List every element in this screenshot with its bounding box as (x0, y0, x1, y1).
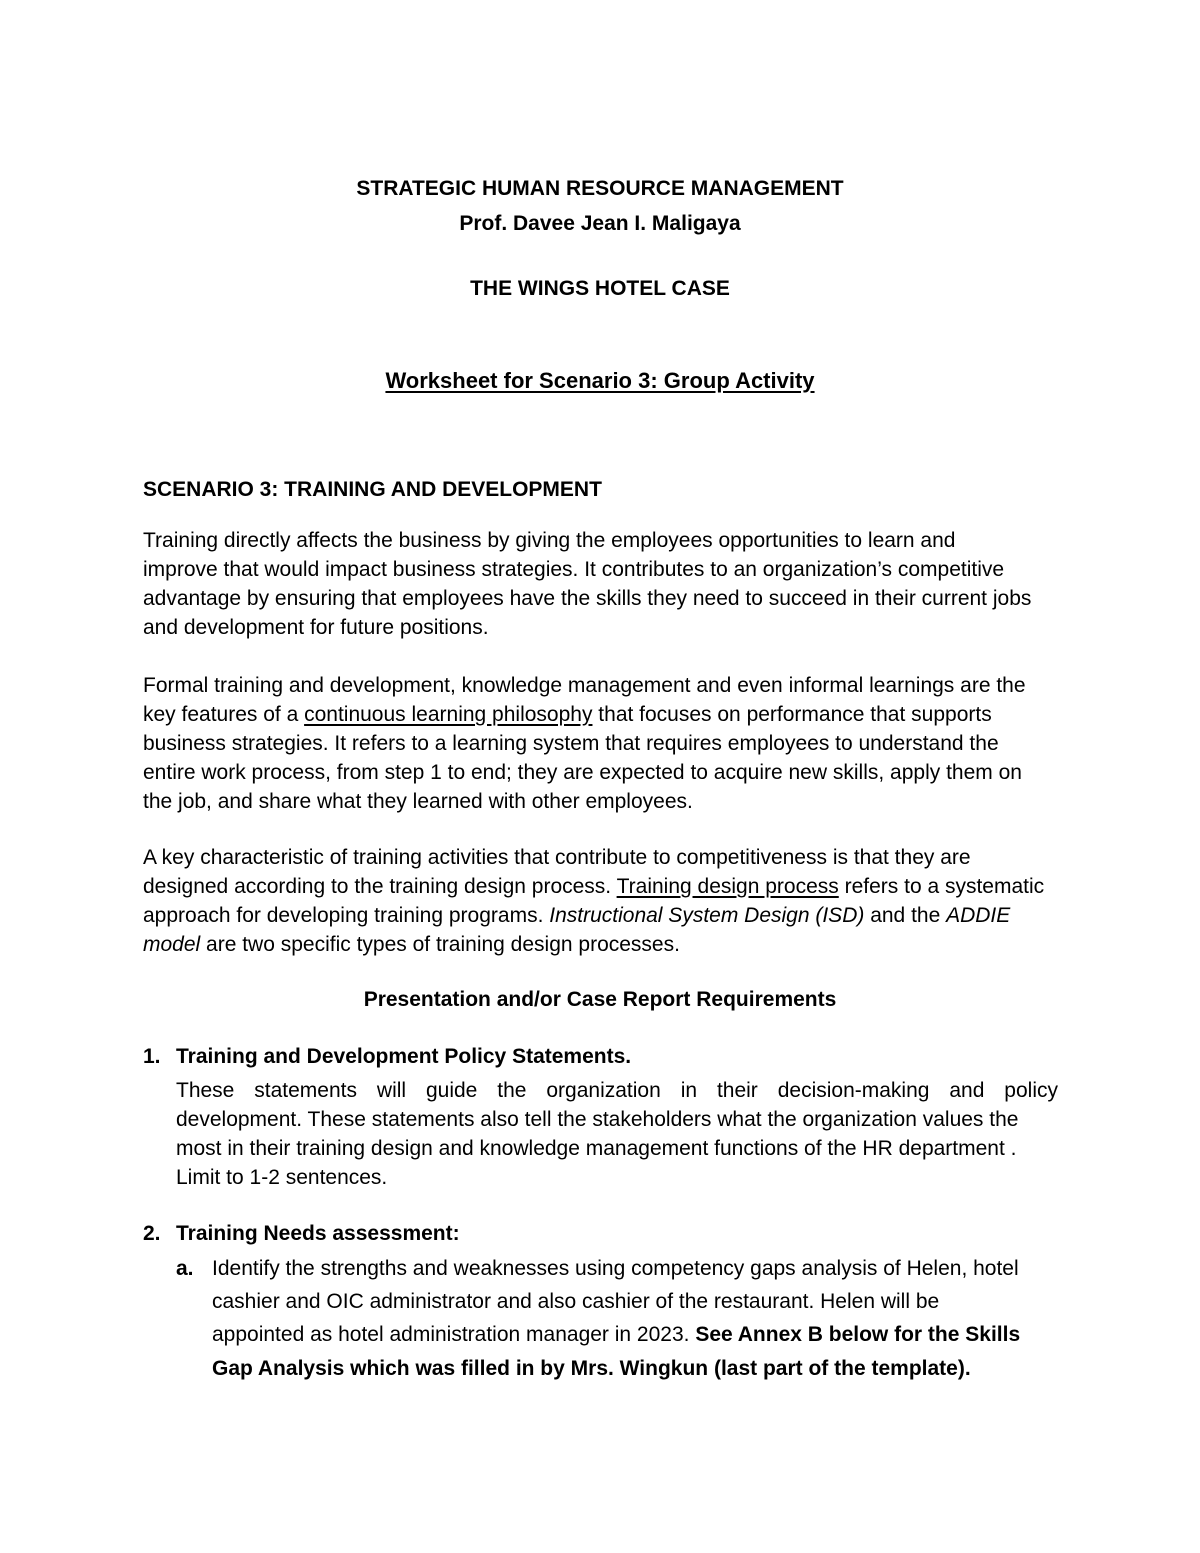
paragraph-3-line: A key characteristic of training activities that contribute to competitiveness is that they are (143, 846, 971, 869)
list-item-text: development. These statements also tell the stakeholders what the organization values the (176, 1108, 1019, 1131)
paragraph-2-line: the job, and share what they learned with other employees. (143, 790, 693, 813)
paragraph-2-line: Formal training and development, knowledge management and even informal learnings are the (143, 674, 1026, 697)
sub-item-text: appointed as hotel administration manager in 2023. See Annex B below for the Skills (212, 1323, 1021, 1346)
paragraph-2-line: business strategies. It refers to a learning system that requires employees to understand the (143, 732, 999, 755)
list-item-title: Training and Development Policy Statements. (176, 1045, 632, 1068)
case-title: THE WINGS HOTEL CASE (470, 277, 730, 300)
scenario-heading: SCENARIO 3: TRAINING AND DEVELOPMENT (143, 478, 602, 501)
sub-item-text: cashier and OIC administrator and also cashier of the restaurant. Helen will be (212, 1290, 940, 1313)
paragraph-1-line: and development for future positions. (143, 616, 489, 639)
paragraph-1-line: Training directly affects the business by giving the employees opportunities to learn and (143, 529, 956, 552)
paragraph-1-line: advantage by ensuring that employees have the skills they need to succeed in their current jobs (143, 587, 1032, 610)
continuous-learning-term: continuous learning philosophy (304, 703, 593, 726)
paragraph-3-line: approach for developing training programs. Instructional System Design (ISD) and the ADDIE (143, 904, 1011, 927)
paragraph-2-line: key features of a continuous learning philosophy that focuses on performance that supports (143, 703, 992, 726)
professor-name: Prof. Davee Jean I. Maligaya (459, 212, 741, 235)
sub-item-text: Identify the strengths and weaknesses using competency gaps analysis of Helen, hotel (212, 1257, 1019, 1280)
paragraph-3-line: model are two specific types of training design processes. (143, 933, 680, 956)
list-item-text: These statements will guide the organization in their decision-making and policy (176, 1079, 1058, 1102)
paragraph-1-line: improve that would impact business strategies. It contributes to an organization’s competitive (143, 558, 1005, 581)
course-title: STRATEGIC HUMAN RESOURCE MANAGEMENT (356, 177, 844, 200)
paragraph-3-line: designed according to the training design process. Training design process refers to a systematic (143, 875, 1045, 898)
list-number: 2. (143, 1222, 161, 1245)
isd-term: Instructional System Design (ISD) (549, 904, 865, 927)
training-design-term: Training design process (616, 875, 839, 898)
paragraph-2-line: entire work process, from step 1 to end; they are expected to acquire new skills, apply them on (143, 761, 1022, 784)
annex-note: See Annex B below for the Skills (695, 1323, 1021, 1346)
list-number: 1. (143, 1045, 161, 1068)
list-item-text: most in their training design and knowledge management functions of the HR department . (176, 1137, 1017, 1160)
worksheet-title: Worksheet for Scenario 3: Group Activity (385, 368, 815, 393)
requirements-heading: Presentation and/or Case Report Requirements (363, 988, 837, 1011)
addie-term: ADDIE (946, 904, 1011, 927)
sub-item-text: Gap Analysis which was filled in by Mrs. Wingkun (last part of the template). (212, 1357, 971, 1380)
list-item-title: Training Needs assessment: (176, 1222, 460, 1245)
sub-list-letter: a. (176, 1257, 194, 1280)
list-item-text: Limit to 1-2 sentences. (176, 1166, 388, 1189)
